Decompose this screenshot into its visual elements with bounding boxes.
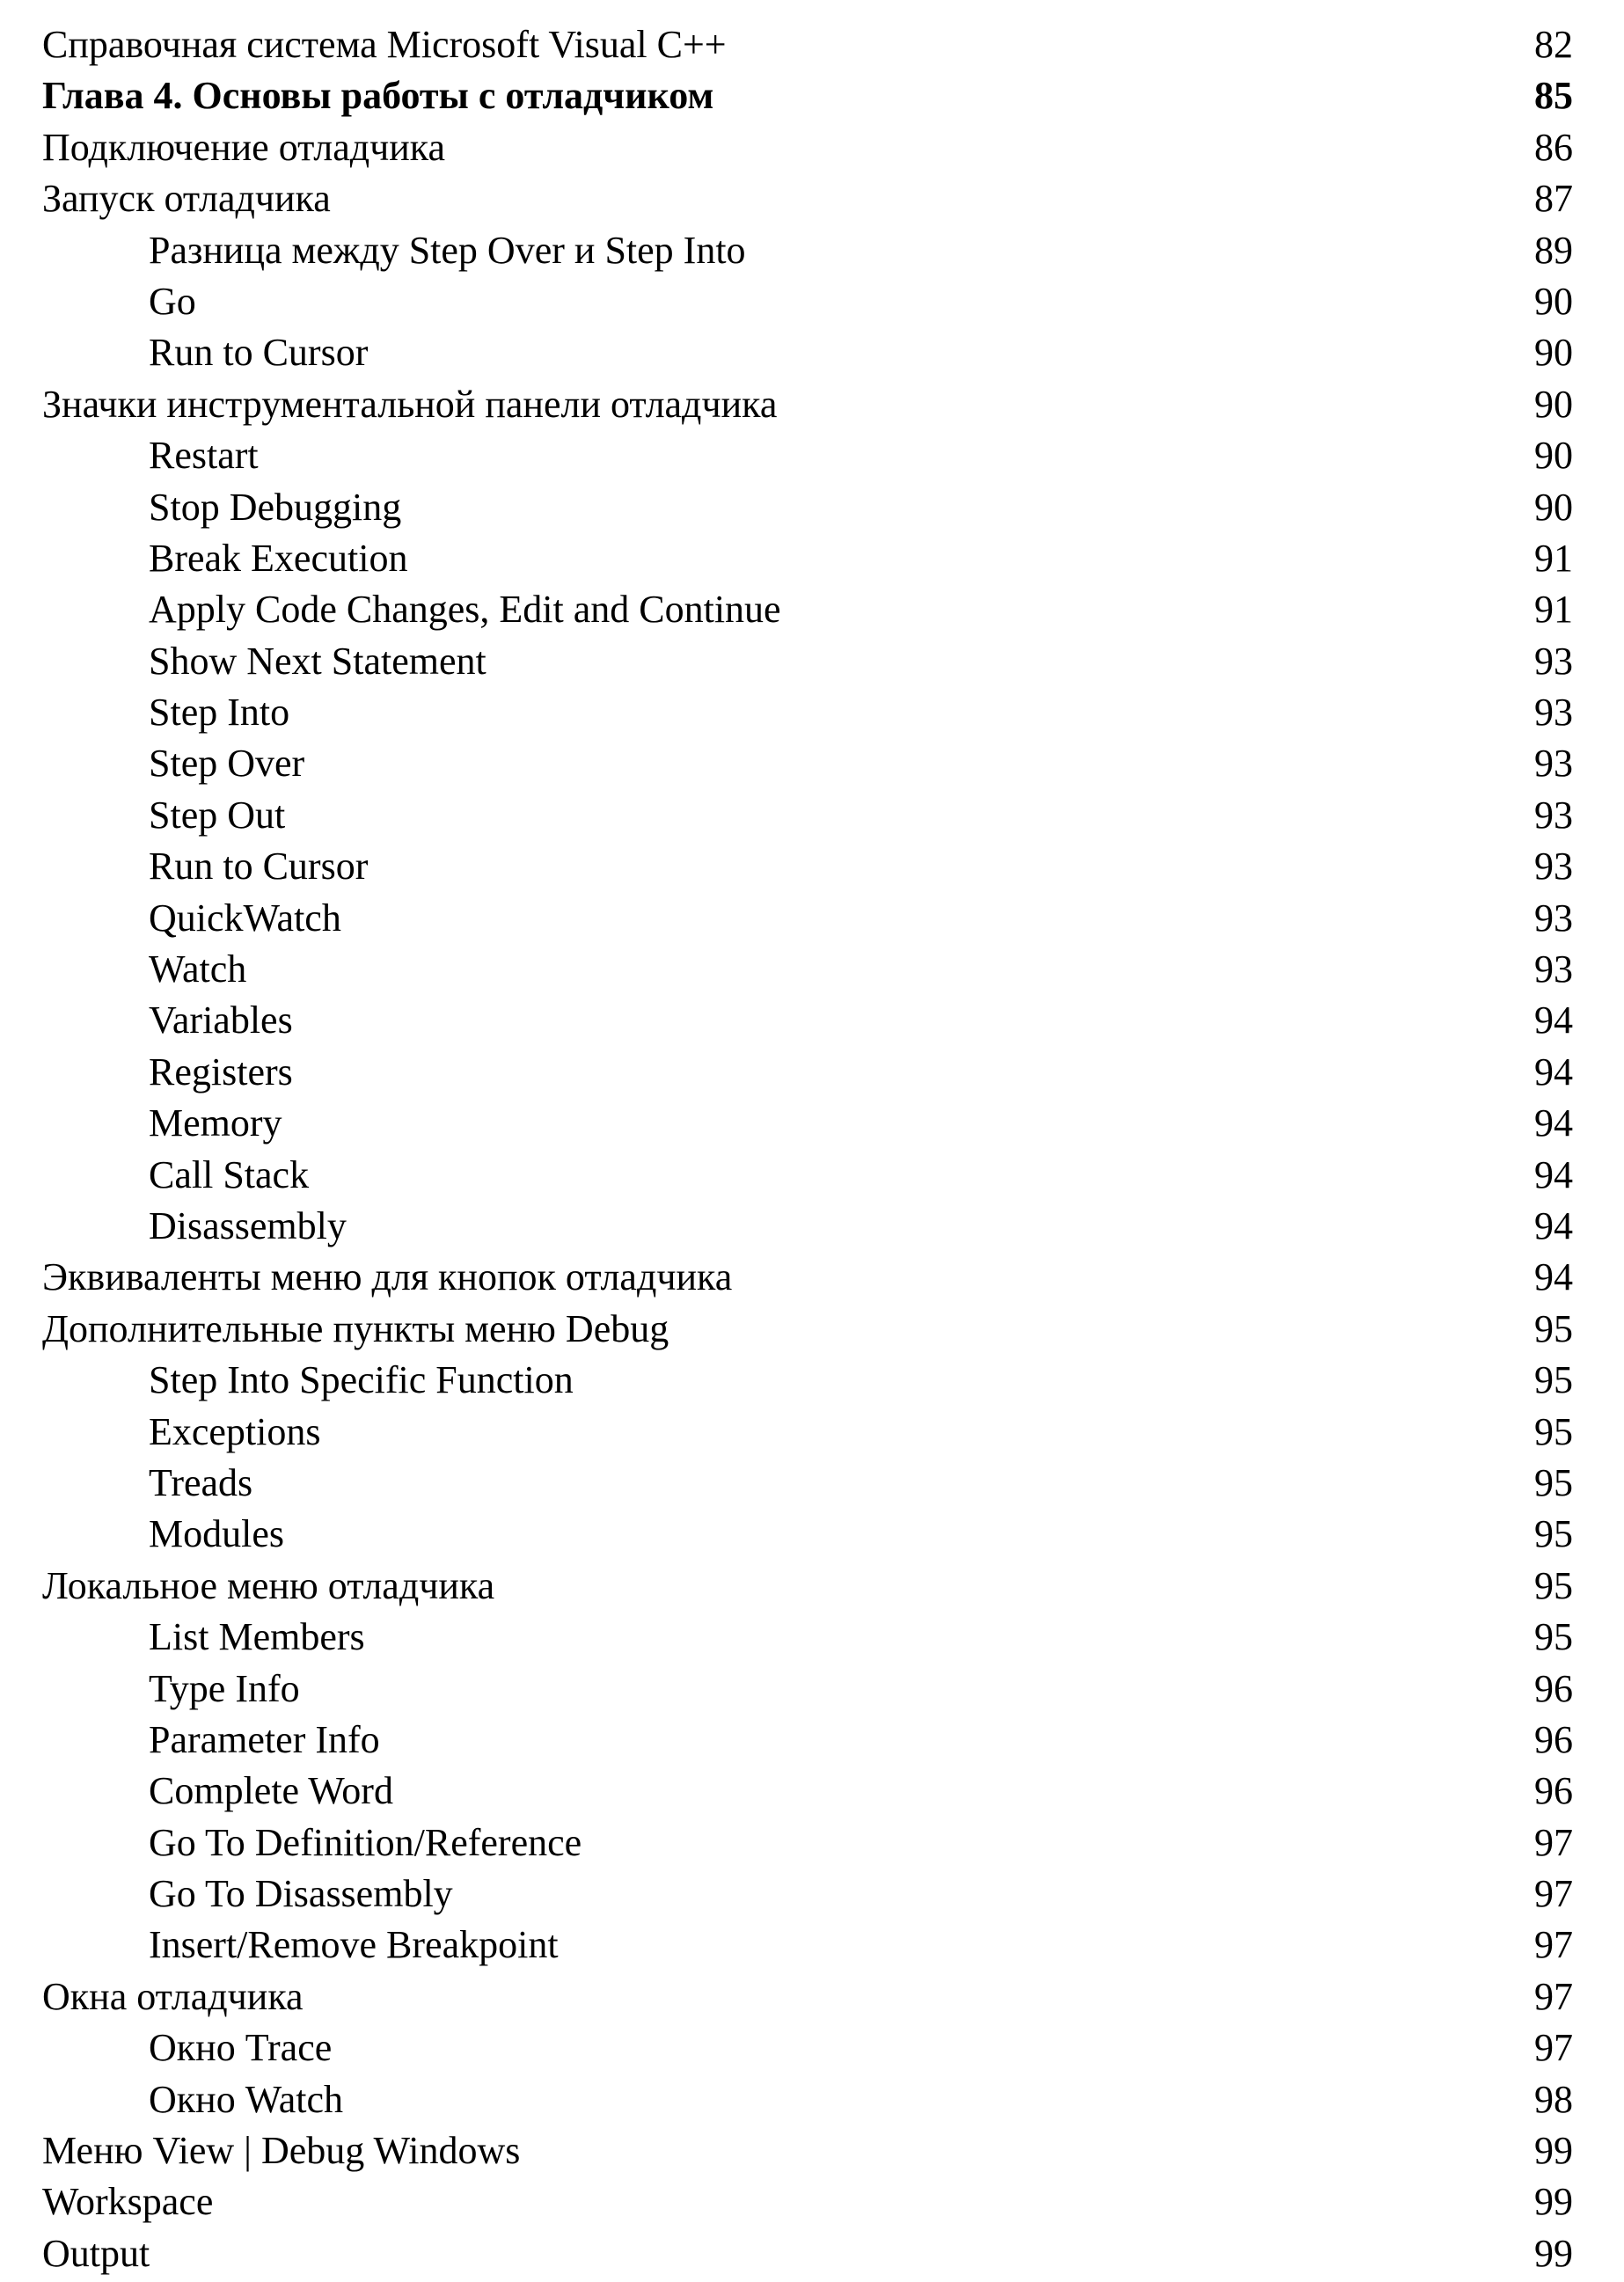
table-of-contents [42, 19, 1573, 2279]
toc-page-number: 95 [1534, 1409, 1573, 1453]
toc-entry-title: Workspace [42, 2180, 214, 2224]
toc-subsection [42, 1201, 1573, 1252]
toc-entry-title: Запуск отладчика [42, 177, 331, 221]
toc-entry-title: Step Into Specific Function [149, 1358, 574, 1402]
toc-subsection [42, 1869, 1573, 1920]
toc-entry-title: Exceptions [149, 1409, 321, 1453]
toc-page-number: 98 [1534, 2077, 1573, 2121]
toc-entry-title: Registers [149, 1050, 293, 1093]
toc-section [42, 1971, 1573, 2022]
toc-subsection [42, 1355, 1573, 1406]
toc-subsection [42, 1098, 1573, 1149]
toc-page-number: 99 [1534, 2180, 1573, 2224]
toc-entry-title: Дополнительные пункты меню Debug [42, 1306, 669, 1350]
toc-entry-title: Type Info [149, 1666, 300, 1710]
toc-subsection [42, 893, 1573, 944]
toc-page-number: 90 [1534, 279, 1573, 323]
toc-page-number: 91 [1534, 536, 1573, 580]
chapter-heading [42, 70, 1573, 121]
toc-entry-title: Restart [149, 434, 259, 478]
toc-subsection [42, 1509, 1573, 1560]
toc-page-number: 95 [1534, 1563, 1573, 1607]
toc-page-number: 97 [1534, 1974, 1573, 2018]
toc-page-number: 95 [1534, 1306, 1573, 1350]
toc-subsection [42, 1715, 1573, 1766]
toc-subsection [42, 1766, 1573, 1817]
toc-subsection [42, 276, 1573, 327]
toc-section [42, 379, 1573, 430]
toc-entry-title: Run to Cursor [149, 845, 369, 889]
toc-entry-title: List Members [149, 1615, 365, 1659]
toc-entry-title: Окно Watch [149, 2077, 343, 2121]
toc-page-number: 85 [1534, 74, 1573, 118]
toc-page-number: 90 [1534, 434, 1573, 478]
toc-subsection [42, 533, 1573, 584]
toc-section [42, 2176, 1573, 2227]
toc-subsection [42, 1664, 1573, 1715]
toc-entry-title: Значки инструментальной панели отладчика [42, 382, 778, 426]
toc-page-number: 97 [1534, 1820, 1573, 1864]
toc-page-number: 90 [1534, 382, 1573, 426]
toc-subsection [42, 584, 1573, 635]
toc-page-number: 93 [1534, 639, 1573, 683]
toc-page-number: 94 [1534, 1255, 1573, 1299]
toc-entry-title: Modules [149, 1512, 284, 1556]
toc-page-number: 97 [1534, 2026, 1573, 2070]
toc-entry-title: Go To Disassembly [149, 1872, 453, 1916]
toc-section [42, 1561, 1573, 1612]
toc-entry-title: Stop Debugging [149, 485, 402, 529]
toc-page-number: 94 [1534, 1203, 1573, 1247]
toc-entry-title: Show Next Statement [149, 639, 486, 683]
toc-entry-title: QuickWatch [149, 896, 341, 940]
toc-section [42, 122, 1573, 173]
toc-page-number: 97 [1534, 1923, 1573, 1967]
toc-entry-title: Go [149, 279, 196, 323]
toc-page-number: 96 [1534, 1666, 1573, 1710]
toc-entry-title: Disassembly [149, 1203, 347, 1247]
toc-subsection [42, 841, 1573, 892]
toc-entry-title: Step Over [149, 742, 305, 786]
toc-entry-title: Step Out [149, 793, 286, 837]
toc-page-number: 93 [1534, 742, 1573, 786]
toc-section [42, 173, 1573, 224]
toc-section [42, 1252, 1573, 1303]
toc-subsection [42, 1047, 1573, 1098]
toc-page-number: 97 [1534, 1872, 1573, 1916]
toc-page-number: 90 [1534, 331, 1573, 375]
toc-entry-title: Call Stack [149, 1152, 310, 1196]
toc-page-number: 93 [1534, 947, 1573, 991]
toc-subsection [42, 1150, 1573, 1201]
toc-entry-title: Run to Cursor [149, 331, 369, 375]
toc-page-number: 96 [1534, 1769, 1573, 1813]
toc-page-number: 87 [1534, 177, 1573, 221]
toc-subsection [42, 1818, 1573, 1869]
toc-entry-title: Watch [149, 947, 247, 991]
toc-page-number: 90 [1534, 485, 1573, 529]
toc-entry-title: Break Execution [149, 536, 408, 580]
toc-page-number: 89 [1534, 228, 1573, 272]
toc-subsection [42, 687, 1573, 738]
toc-entry-title: Подключение отладчика [42, 125, 446, 169]
toc-entry-title: Treads [149, 1460, 253, 1504]
toc-subsection [42, 636, 1573, 687]
toc-entry-title: Меню View | Debug Windows [42, 2129, 521, 2173]
toc-page-number: 91 [1534, 588, 1573, 632]
toc-entry-title: Окна отладчика [42, 1974, 304, 2018]
toc-subsection [42, 327, 1573, 378]
toc-page-number: 93 [1534, 896, 1573, 940]
toc-page-number: 95 [1534, 1512, 1573, 1556]
toc-entry-title: Step Into [149, 691, 290, 735]
toc-page-number: 96 [1534, 1717, 1573, 1761]
toc-entry-title: Variables [149, 998, 293, 1042]
toc-entry-title: Go To Definition/Reference [149, 1820, 582, 1864]
toc-section [42, 2228, 1573, 2279]
toc-subsection [42, 2022, 1573, 2074]
toc-entry-title: Разница между Step Over и Step Into [149, 228, 746, 272]
toc-entry-title: Окно Trace [149, 2026, 333, 2070]
toc-page-number: 93 [1534, 793, 1573, 837]
toc-section [42, 2125, 1573, 2176]
toc-subsection [42, 225, 1573, 276]
toc-subsection [42, 1458, 1573, 1509]
toc-entry-title: Apply Code Changes, Edit and Continue [149, 588, 781, 632]
toc-entry-title: Локальное меню отладчика [42, 1563, 495, 1607]
toc-subsection [42, 2074, 1573, 2125]
toc-subsection [42, 1612, 1573, 1663]
toc-page-number: 95 [1534, 1358, 1573, 1402]
toc-entry-title: Эквиваленты меню для кнопок отладчика [42, 1255, 733, 1299]
toc-subsection [42, 995, 1573, 1046]
toc-entry-title: Complete Word [149, 1769, 393, 1813]
toc-subsection [42, 738, 1573, 789]
toc-subsection [42, 482, 1573, 533]
toc-subsection [42, 430, 1573, 481]
toc-entry-title: Справочная система Microsoft Visual C++ [42, 23, 727, 66]
toc-page-number: 82 [1534, 23, 1573, 66]
toc-page-number: 95 [1534, 1615, 1573, 1659]
toc-page-number: 86 [1534, 125, 1573, 169]
toc-subsection [42, 1407, 1573, 1458]
toc-page-number: 93 [1534, 691, 1573, 735]
toc-entry-title: Глава 4. Основы работы с отладчиком [42, 74, 714, 118]
toc-page-number: 99 [1534, 2231, 1573, 2275]
toc-entry-title: Insert/Remove Breakpoint [149, 1923, 559, 1967]
toc-entry-title: Parameter Info [149, 1717, 380, 1761]
toc-subsection [42, 790, 1573, 841]
toc-entry-title: Output [42, 2231, 150, 2275]
toc-page-number: 94 [1534, 1152, 1573, 1196]
toc-page-number: 93 [1534, 845, 1573, 889]
toc-section [42, 1304, 1573, 1355]
toc-page-number: 94 [1534, 1101, 1573, 1145]
toc-page-number: 95 [1534, 1460, 1573, 1504]
toc-entry-title: Memory [149, 1101, 282, 1145]
toc-page-number: 99 [1534, 2129, 1573, 2173]
toc-subsection [42, 944, 1573, 995]
toc-page-number: 94 [1534, 998, 1573, 1042]
toc-section [42, 19, 1573, 70]
toc-page-number: 94 [1534, 1050, 1573, 1093]
toc-subsection [42, 1920, 1573, 1971]
